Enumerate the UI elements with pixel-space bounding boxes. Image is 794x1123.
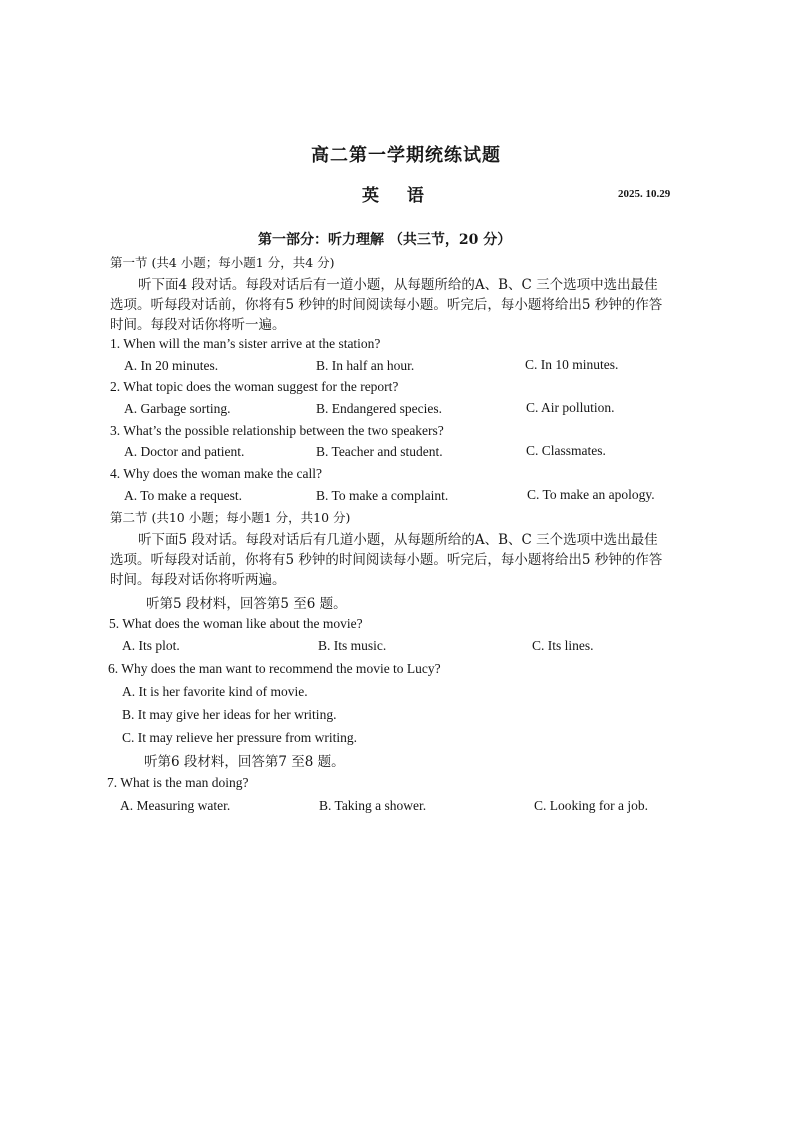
subject-title: 英 语 (362, 186, 424, 206)
option-a: A. Its plot. (122, 638, 180, 653)
exam-title: 高二第一学期统练试题 (311, 145, 501, 166)
question-text: 6. Why does the man want to recommend the movie to Lucy? (108, 661, 441, 676)
option-b: B. Teacher and student. (316, 444, 443, 459)
option-b: B. Its music. (318, 638, 387, 653)
instruction-line: 选项。听每段对话前，你将有5 秒钟的时间阅读每小题。听完后，每小题将给出5 秒钟的作答 (110, 552, 663, 568)
option-b: B. Taking a shower. (319, 798, 427, 813)
question-text: 5. What does the woman like about the movie? (109, 616, 363, 631)
option-c: C. Classmates. (526, 443, 606, 458)
option-c: C. Looking for a job. (534, 798, 648, 813)
option-a: A. Garbage sorting. (124, 401, 231, 416)
section-heading: 第二节 (共10 小题；每小题1 分，共10 分) (110, 510, 351, 525)
option-a: A. It is her favorite kind of movie. (122, 684, 308, 699)
question-text: 2. What topic does the woman suggest for the report? (110, 379, 399, 394)
instruction-line: 选项。听每段对话前，你将有5 秒钟的时间阅读每小题。听完后，每小题将给出5 秒钟的作答 (110, 297, 663, 313)
option-a: A. In 20 minutes. (124, 358, 219, 373)
option-c: C. It may relieve her pressure from writing. (122, 730, 358, 745)
instruction-line: 听下面5 段对话。每段对话后有几道小题，从每题所给的A、B、C 三个选项中选出最佳 (138, 532, 658, 548)
instruction-line: 时间。每段对话你将听两遍。 (110, 572, 286, 588)
option-c: C. Air pollution. (526, 400, 615, 415)
material-note: 听第6 段材料，回答第7 至8 题。 (144, 754, 345, 770)
part-heading: 第一部分：听力理解 （共三节，20 分） (258, 232, 512, 248)
question-text: 3. What’s the possible relationship between the two speakers? (110, 423, 444, 438)
option-c: C. Its lines. (532, 638, 594, 653)
option-b: B. It may give her ideas for her writing. (122, 707, 337, 722)
section-heading: 第一节 (共4 小题；每小题1 分，共4 分) (110, 255, 335, 270)
option-b: B. Endangered species. (316, 401, 442, 416)
instruction-line: 时间。每段对话你将听一遍。 (110, 317, 286, 333)
exam-date: 2025. 10.29 (618, 188, 671, 200)
option-c: C. To make an apology. (527, 487, 655, 502)
option-b: B. To make a complaint. (316, 488, 449, 503)
material-note: 听第5 段材料，回答第5 至6 题。 (146, 596, 347, 612)
option-c: C. In 10 minutes. (525, 357, 619, 372)
instruction-line: 听下面4 段对话。每段对话后有一道小题，从每题所给的A、B、C 三个选项中选出最佳 (138, 277, 658, 293)
question-text: 7. What is the man doing? (107, 775, 249, 790)
question-text: 4. Why does the woman make the call? (110, 466, 322, 481)
option-a: A. Measuring water. (120, 798, 231, 813)
option-a: A. To make a request. (124, 488, 243, 503)
question-text: 1. When will the man’s sister arrive at the station? (110, 336, 381, 351)
option-b: B. In half an hour. (316, 358, 415, 373)
option-a: A. Doctor and patient. (124, 444, 245, 459)
